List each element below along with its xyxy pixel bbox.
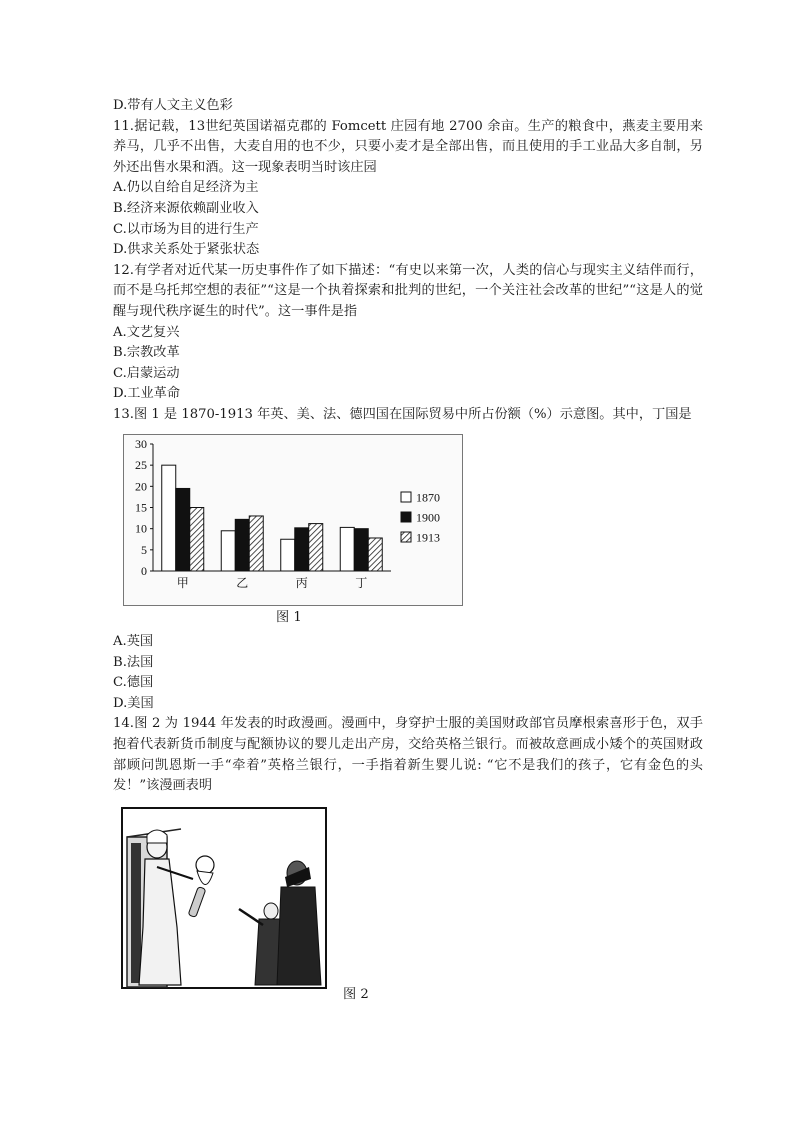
bar-1900-丁 [354,528,368,570]
q10-option-d: D.带有人文主义色彩 [113,98,233,113]
y-tick-label: 25 [135,457,147,472]
q13-stem: 13.图 1 是 1870-1913 年英、美、法、德四国在国际贸易中所占份额（%）示意图。其中，丁国是 [113,406,692,422]
q13-option-b: B.法国 [113,654,154,670]
q11-stem: 11.据记载，13世纪英国诺福克郡的 Fomcett 庄园有地 2700 余亩。生产的粮食中，燕麦主要用来养马，几乎不出售，大麦自用的也不少，只要小麦才是全部出售，而且使用的手工业品大多自制，另外还出售水果和酒。这一现象表明当时该庄园 [113,118,703,175]
figure-1-chart [123,434,463,606]
bar-1870-丁 [340,527,354,571]
x-tick-label: 甲 [176,575,189,590]
q12-option-d: D.工业革命 [113,386,181,402]
legend-swatch-1870 [401,492,411,502]
q11-option-b: B.经济来源依赖副业收入 [113,200,259,216]
x-tick-label: 丙 [295,575,308,590]
bar-1900-丙 [295,527,309,570]
legend-swatch-1900 [401,512,411,522]
figure-2-block [113,807,703,1002]
q11-option-d: D.供求关系处于紧张状态 [113,242,260,258]
x-tick-label: 乙 [236,575,249,590]
bar-1870-甲 [162,465,176,571]
x-tick-label: 丁 [355,575,368,590]
y-tick-label: 30 [135,436,147,451]
q11-option-a: A.仍以自给自足经济为主 [113,180,259,196]
bar-1900-甲 [176,488,190,571]
legend-label-1870: 1870 [416,490,440,504]
exam-page [113,96,703,1002]
q12-option-a: A.文艺复兴 [113,324,180,340]
bar-chart-svg [123,434,463,606]
y-tick-label: 5 [141,542,147,557]
legend-label-1900: 1900 [416,510,440,524]
q13-option-d: D.美国 [113,695,154,711]
y-tick-label: 0 [141,563,147,578]
y-tick-label: 20 [135,478,147,493]
bar-1900-乙 [235,519,249,571]
q14-stem: 14.图 2 为 1944 年发表的时政漫画。漫画中，身穿护士服的美国财政部官员摩根索喜形于色，双手抱着代表新货币制度与配额协议的婴儿走出产房，交给英格兰银行。而被故意画成小矮个的英国财政部顾问凯恩斯一手“牵着”英格兰银行，一手指着新生婴儿说: “它不是我们的孩子，它有金色的头发！”该漫画表明 [113,716,703,794]
bar-1913-丁 [368,537,382,570]
q11-option-c: C.以市场为目的进行生产 [113,221,259,237]
q12-option-b: B.宗教改革 [113,345,180,361]
bar-1913-丙 [309,523,323,570]
y-tick-label: 10 [135,521,147,536]
y-tick-label: 15 [135,500,147,514]
figure-2-caption: 图 2 [343,986,369,1002]
bar-1870-丙 [281,539,295,571]
q13-option-a: A.英国 [113,634,154,650]
q13-option-c: C.德国 [113,675,154,691]
q12-stem: 12.有学者对近代某一历史事件作了如下描述：“有史以来第一次，人类的信心与现实主义结伴而行，而不是乌托邦空想的表征”“这是一个执着探索和批判的世纪，一个关注社会改革的世纪”“这是人的觉醒与现代秩序诞生的时代”。这一事件是指 [113,262,703,319]
legend-swatch-1913 [401,532,411,542]
legend-label-1913: 1913 [416,530,440,544]
bar-1913-甲 [190,507,204,571]
figure-1-caption: 图 1 [276,609,302,625]
political-cartoon-image [121,807,327,989]
bar-1870-乙 [221,530,235,570]
bar-1913-乙 [249,515,263,570]
q12-option-c: C.启蒙运动 [113,365,180,381]
